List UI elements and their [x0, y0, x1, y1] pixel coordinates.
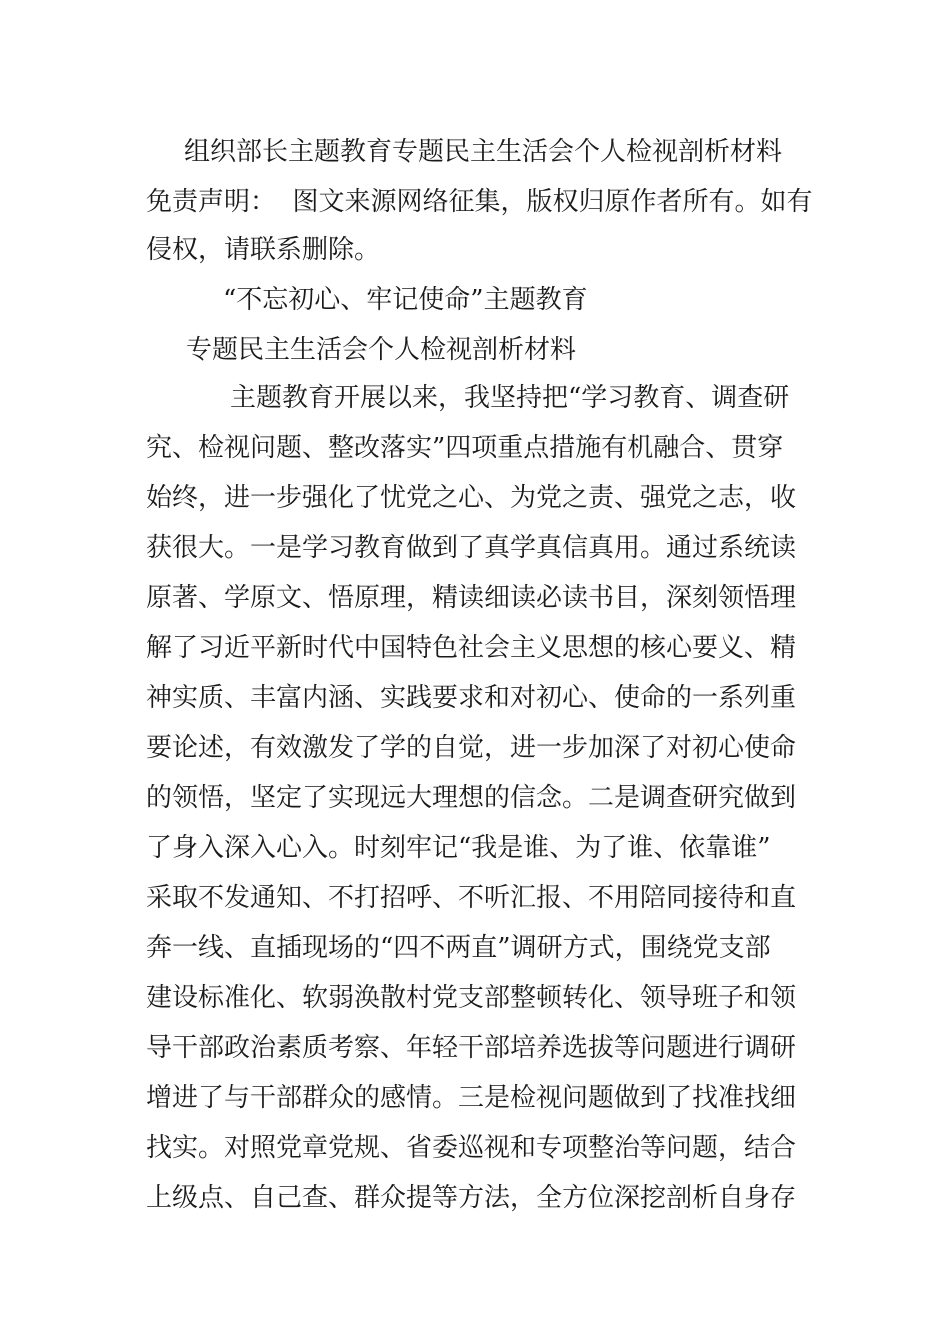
- body-line: 找实。对照党章党规、省委巡视和专项整治等问题，结合: [146, 1133, 797, 1163]
- body-line: 原著、学原文、悟原理，精读细读必读书目，深刻领悟理: [146, 583, 797, 613]
- body-line: 神实质、丰富内涵、实践要求和对初心、使命的一系列重: [146, 683, 797, 713]
- body-line: 奔一线、直插现场的“四不两直”调研方式，围绕党支部: [146, 933, 771, 963]
- body-line: 采取不发通知、不打招呼、不听汇报、不用陪同接待和直: [146, 883, 797, 913]
- body-line: 的领悟，坚定了实现远大理想的信念。二是调查研究做到: [146, 783, 797, 813]
- disclaimer-line-2: 侵权，请联系删除。: [146, 235, 381, 265]
- document-title: 组织部长主题教育专题民主生活会个人检视剖析材料: [184, 137, 783, 167]
- disclaimer-line-1: 免责声明： 图文来源网络征集，版权归原作者所有。如有: [146, 187, 813, 217]
- body-line: 始终，进一步强化了忧党之心、为党之责、强党之志，收: [146, 483, 797, 513]
- body-line: 增进了与干部群众的感情。三是检视问题做到了找准找细: [146, 1083, 797, 1113]
- subtitle-2: 专题民主生活会个人检视剖析材料: [186, 335, 577, 365]
- body-line: 了身入深入心入。时刻牢记“我是谁、为了谁、依靠谁”: [146, 833, 771, 863]
- body-line: 建设标准化、软弱涣散村党支部整顿转化、领导班子和领: [146, 983, 797, 1013]
- body-line: 上级点、自己查、群众提等方法，全方位深挖剖析自身存: [146, 1183, 797, 1213]
- body-line: 导干部政治素质考察、年轻干部培养选拔等问题进行调研: [146, 1033, 797, 1063]
- body-line: 解了习近平新时代中国特色社会主义思想的核心要义、精: [146, 633, 797, 663]
- body-line: 主题教育开展以来，我坚持把“学习教育、调查研: [230, 383, 790, 413]
- body-line: 要论述，有效激发了学的自觉，进一步加深了对初心使命: [146, 733, 797, 763]
- subtitle-1: “不忘初心、牢记使命”主题教育: [223, 285, 588, 315]
- body-line: 获很大。一是学习教育做到了真学真信真用。通过系统读: [146, 533, 797, 563]
- body-line: 究、检视问题、整改落实”四项重点措施有机融合、贯穿: [146, 433, 784, 463]
